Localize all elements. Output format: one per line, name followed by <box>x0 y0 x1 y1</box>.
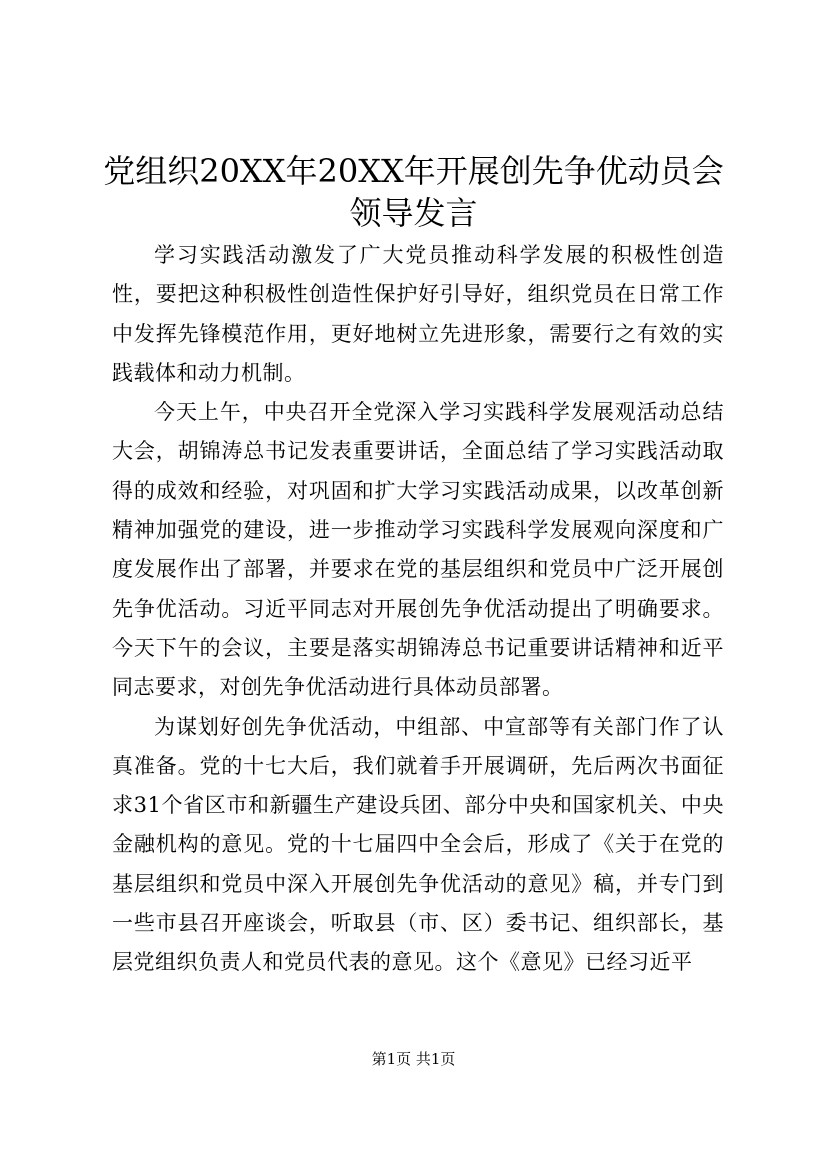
document-title: 党组织20XX年20XX年开展创先争优动员会领导发言 <box>103 152 724 232</box>
page-footer: 第1页 共1页 <box>371 1050 456 1068</box>
document-body <box>112 236 724 983</box>
paragraph-1: 学习实践活动激发了广大党员推动科学发展的积极性创造性，要把这种积极性创造性保护好引导好，组织党员在日常工作中发挥先锋模范作用，更好地树立先进形象，需要行之有效的实践载体和动力机制。 <box>112 243 724 385</box>
paragraph-2: 今天上午，中央召开全党深入学习实践科学发展观活动总结大会，胡锦涛总书记发表重要讲话，全面总结了学习实践活动取得的成效和经验，对巩固和扩大学习实践活动成果，以改革创新精神加强党的建设，进一步推动学习实践科学发展观向深度和广度发展作出了部署，并要求在党的基层组织和党员中广泛开展创先争优活动。习近平同志对开展创先争优活动提出了明确要求。今天下午的会议，主要是落实胡锦涛总书记重要讲话精神和近平同志要求，对创先争优活动进行具体动员部署。 <box>112 400 724 700</box>
paragraph-3: 为谋划好创先争优活动，中组部、中宣部等有关部门作了认真准备。党的十七大后，我们就着手开展调研，先后两次书面征求31个省区市和新疆生产建设兵团、部分中央和国家机关、中央金融机构的意见。党的十七届四中全会后，形成了《关于在党的基层组织和党员中深入开展创先争优活动的意见》稿，并专门到一些市县召开座谈会，听取县（市、区）委书记、组织部长，基层党组织负责人和党员代表的意见。这个《意见》已经习近平 <box>112 714 724 975</box>
